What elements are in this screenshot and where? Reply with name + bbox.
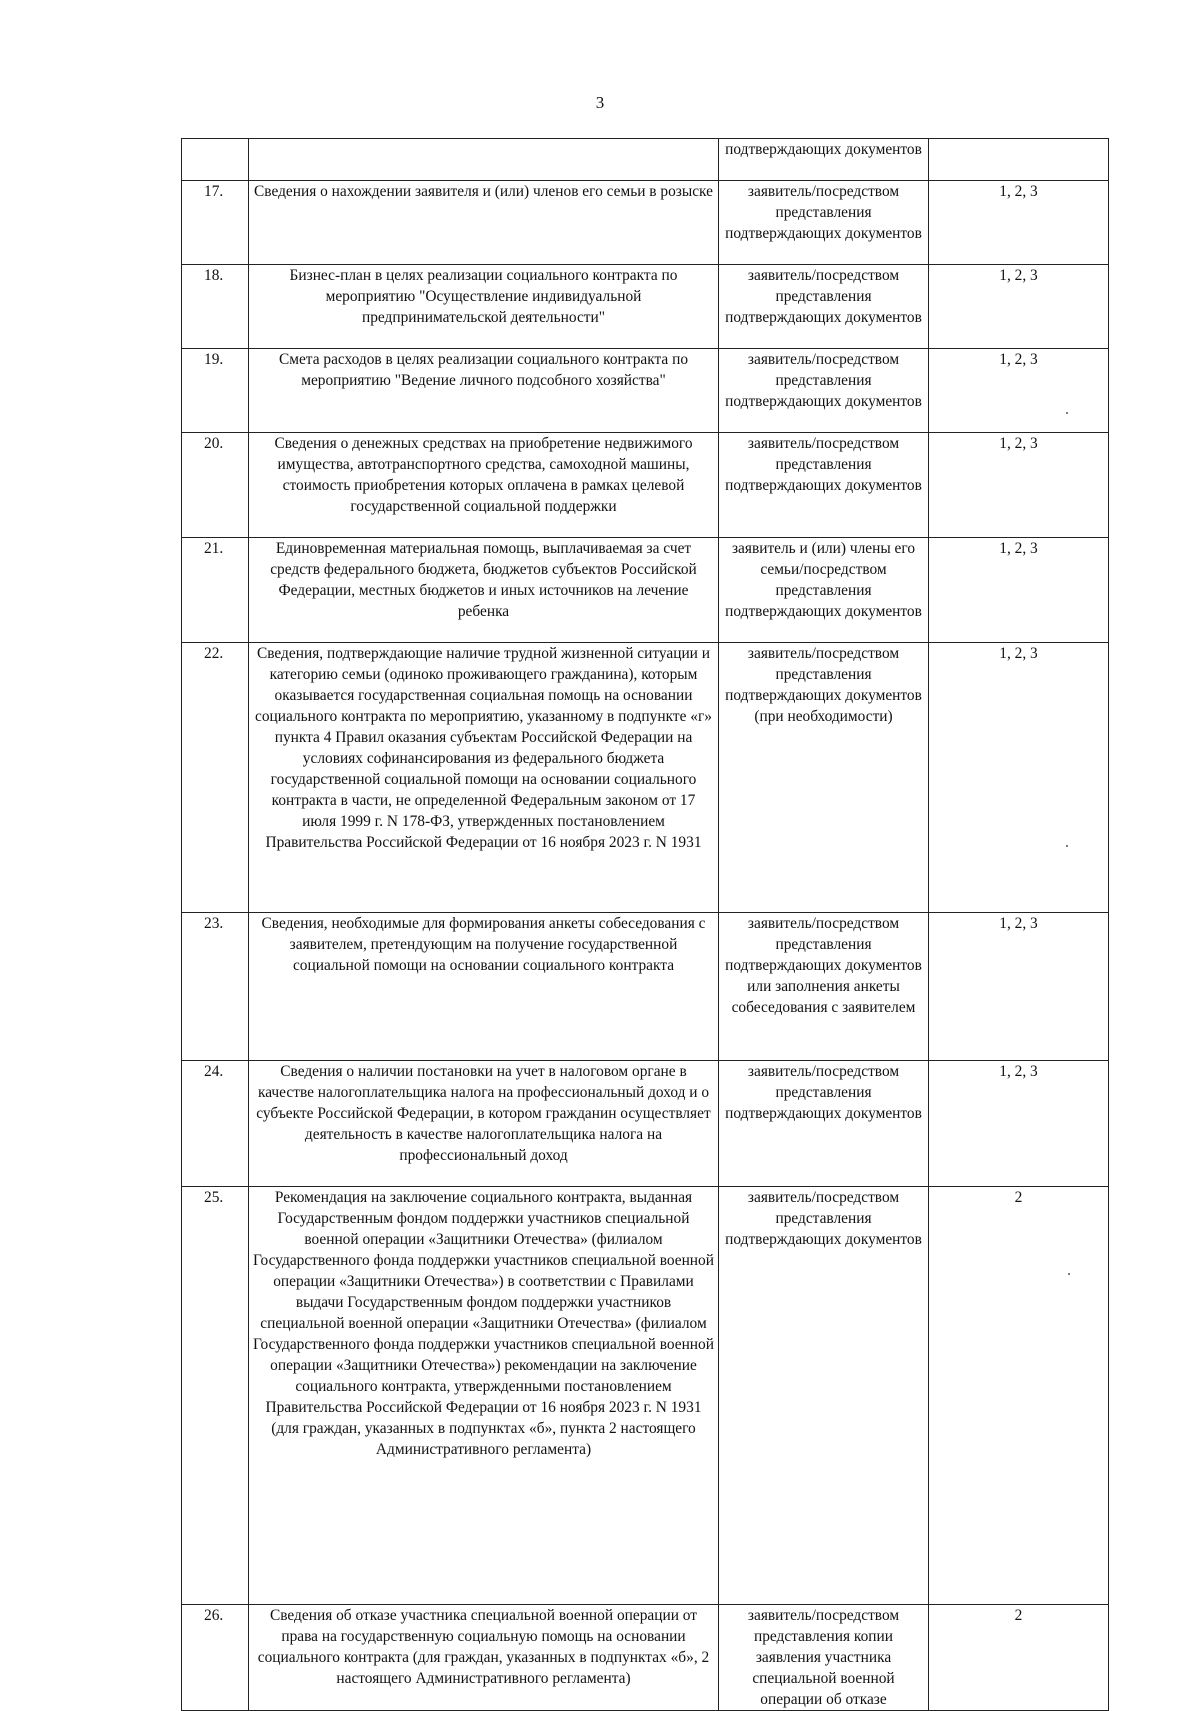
row-description: Рекомендация на заключение социального контракта, выданная Государственным фондом поддержки участников специальной военной операции «Защитники Отечества» (филиалом Государственного фонда поддержки участников специальной военной операции «Защитники Отечества») в соответствии с Правилами выдачи Государственным фондом поддержки участников специальной военной операции «Защитники Отечества» (филиалом Государственного фонда поддержки участников специальной военной операции «Защитники Отечества») рекомендации на заключение социального контракта, утвержденными постановлением Правительства Российской Федерации от 16 ноября 2023 г. N 1931 (для граждан, указанных в подпунктах «б», пункта 2 настоящего Административного регламента) — [249, 1187, 719, 1605]
table-row — [182, 1605, 1109, 1711]
row-description: Сведения, подтверждающие наличие трудной жизненной ситуации и категорию семьи (одиноко проживающего гражданина), которым оказывается государственная социальная помощь на основании социального контракта по мероприятию, указанному в подпункте «г» пункта 4 Правил оказания субъектам Российской Федерации на условиях софинансирования из федерального бюджета государственной социальной помощи на основании социального контракта в части, не определенной Федеральным законом от 17 июля 1999 г. N 178-ФЗ, утвержденных постановлением Правительства Российской Федерации от 16 ноября 2023 г. N 1931 — [249, 643, 719, 913]
row-description: Сведения о наличии постановки на учет в налоговом органе в качестве налогоплательщика налога на профессиональный доход и о субъекте Российской Федерации, в котором гражданин осуществляет деятельность в качестве налогоплательщика налога на профессиональный доход — [249, 1061, 719, 1187]
table-row — [182, 265, 1109, 349]
row-categories: 1, 2, 3 — [929, 265, 1109, 349]
row-number: 23. — [182, 913, 249, 1061]
row-categories — [929, 139, 1109, 181]
row-source: заявитель/посредством представления подтверждающих документов — [719, 433, 929, 538]
row-number: 25. — [182, 1187, 249, 1605]
row-number: 20. — [182, 433, 249, 538]
row-description: Сведения, необходимые для формирования анкеты собеседования с заявителем, претендующим на получение государственной социальной помощи на основании социального контракта — [249, 913, 719, 1061]
documents-table — [181, 138, 1109, 1711]
row-source: подтверждающих документов — [719, 139, 929, 181]
row-number: 17. — [182, 181, 249, 265]
scan-speck — [1066, 412, 1068, 414]
row-description: Смета расходов в целях реализации социального контракта по мероприятию "Ведение личного подсобного хозяйства" — [249, 349, 719, 433]
row-categories: 1, 2, 3 — [929, 181, 1109, 265]
row-number: 19. — [182, 349, 249, 433]
table-row — [182, 643, 1109, 913]
row-source: заявитель/посредством представления копии заявления участника специальной военной операции об отказе — [719, 1605, 929, 1711]
table-row — [182, 349, 1109, 433]
row-description — [249, 139, 719, 181]
scan-speck — [1068, 1273, 1070, 1275]
row-categories: 1, 2, 3 — [929, 643, 1109, 913]
row-description: Сведения о денежных средствах на приобретение недвижимого имущества, автотранспортного средства, самоходной машины, стоимость приобретения которых оплачена в рамках целевой государственной социальной поддержки — [249, 433, 719, 538]
table-row — [182, 433, 1109, 538]
row-source: заявитель/посредством представления подтверждающих документов или заполнения анкеты собеседования с заявителем — [719, 913, 929, 1061]
scan-speck — [1066, 845, 1068, 847]
row-categories: 2 — [929, 1187, 1109, 1605]
row-number: 24. — [182, 1061, 249, 1187]
row-number: 18. — [182, 265, 249, 349]
table-row — [182, 1187, 1109, 1605]
row-description: Сведения об отказе участника специальной военной операции от права на государственную социальную помощь на основании социального контракта (для граждан, указанных в подпунктах «б», 2 настоящего Административного регламента) — [249, 1605, 719, 1711]
table-row — [182, 913, 1109, 1061]
row-source: заявитель/посредством представления подтверждающих документов — [719, 265, 929, 349]
row-source: заявитель/посредством представления подтверждающих документов (при необходимости) — [719, 643, 929, 913]
row-source: заявитель/посредством представления подтверждающих документов — [719, 1187, 929, 1605]
page-number: 3 — [595, 93, 605, 112]
table-row — [182, 181, 1109, 265]
row-categories: 1, 2, 3 — [929, 538, 1109, 643]
row-categories: 1, 2, 3 — [929, 433, 1109, 538]
row-number: 21. — [182, 538, 249, 643]
table-row — [182, 1061, 1109, 1187]
row-categories: 1, 2, 3 — [929, 1061, 1109, 1187]
row-source: заявитель/посредством представления подтверждающих документов — [719, 181, 929, 265]
row-number: 22. — [182, 643, 249, 913]
row-categories: 2 — [929, 1605, 1109, 1711]
row-number: 26. — [182, 1605, 249, 1711]
row-description: Бизнес-план в целях реализации социального контракта по мероприятию "Осуществление индивидуальной предпринимательской деятельности" — [249, 265, 719, 349]
row-categories: 1, 2, 3 — [929, 913, 1109, 1061]
row-description: Единовременная материальная помощь, выплачиваемая за счет средств федерального бюджета, бюджетов субъектов Российской Федерации, местных бюджетов и иных источников на лечение ребенка — [249, 538, 719, 643]
table-row-continuation — [182, 139, 1109, 181]
table-row — [182, 538, 1109, 643]
row-description: Сведения о нахождении заявителя и (или) членов его семьи в розыске — [249, 181, 719, 265]
row-number — [182, 139, 249, 181]
row-source: заявитель/посредством представления подтверждающих документов — [719, 349, 929, 433]
row-source: заявитель/посредством представления подтверждающих документов — [719, 1061, 929, 1187]
row-source: заявитель и (или) члены его семьи/посредством представления подтверждающих документов — [719, 538, 929, 643]
row-categories: 1, 2, 3 — [929, 349, 1109, 433]
